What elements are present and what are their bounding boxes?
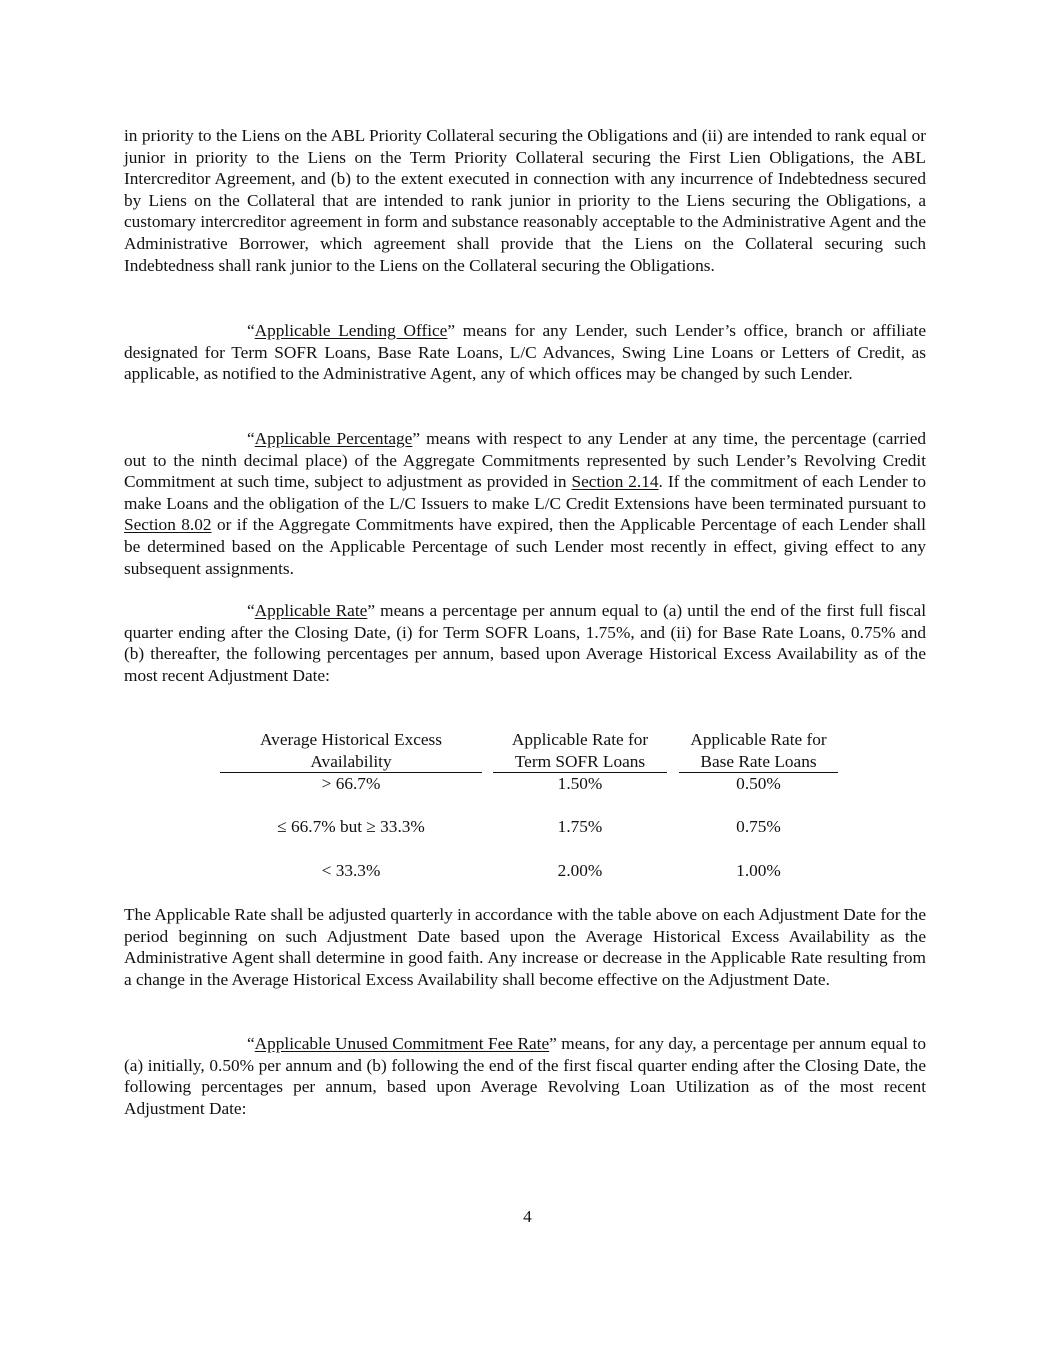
header-line: Base Rate Loans xyxy=(679,751,838,774)
table-cell: < 33.3% xyxy=(321,861,381,880)
table-cell: 0.75% xyxy=(736,817,781,836)
definition-text: ” means with respect to any Lender at any time, the percentage (carried out to the ninth decimal place) of the Aggregate Commitments represented by such Lender’s Revolving Credit Commitment at such time, subject to adjustment as provided in xyxy=(124,429,927,492)
paragraph-intercreditor: in priority to the Liens on the ABL Priority Collateral securing the Obligations and (ii) are intended to rank equal or junior in priority to the Liens on the Term Priority Collateral securing the First Lien Obligations, the ABL Intercreditor Agreement, and (b) to the extent executed in connection with any incurrence of Indebtedness secured by Liens on the Collateral that are intended to rank junior in priority to the Liens securing the Obligations, a customary intercreditor agreement in form and substance reasonably acceptable to the Administrative Agent and the Administrative Borrower, which agreement shall provide that the Liens on the Collateral securing such Indebtedness shall rank junior to the Liens on the Collateral securing the Obligations. xyxy=(124,126,926,275)
definition-applicable-unused-commitment-fee-rate xyxy=(124,1033,926,1119)
definition-text: or if the Aggregate Commitments have expired, then the Applicable Percentage of each Lender shall be determined based on the Applicable Percentage of such Lender most recently in effect, giving effect to any subsequent assignments. xyxy=(124,515,926,578)
header-line: Availability xyxy=(220,751,482,774)
open-quote: “ xyxy=(247,429,255,448)
section-reference: Section 2.14 xyxy=(571,472,659,492)
column-header-term-sofr xyxy=(493,729,667,773)
definition-applicable-lending-office xyxy=(124,320,926,385)
column-header-excess-availability xyxy=(220,729,482,773)
table-cell: 1.00% xyxy=(736,861,781,880)
open-quote: “ xyxy=(247,1034,255,1053)
paragraph-rate-adjustment: The Applicable Rate shall be adjusted quarterly in accordance with the table above on each Adjustment Date for the period beginning on such Adjustment Date based upon the Average Historical Excess Availability as the Administrative Agent shall determine in good faith. Any increase or decrease in the Applicable Rate resulting from a change in the Average Historical Excess Availability shall become effective on the Adjustment Date. xyxy=(124,905,926,989)
defined-term: Applicable Unused Commitment Fee Rate xyxy=(254,1034,550,1053)
definition-text: . If the commitment of each Lender to make Loans and the obligation of the L/C Issuers to make L/C Credit Extensions have been terminated pursuant to xyxy=(124,472,926,513)
definition-text: ” means a percentage per annum equal to (a) until the end of the first full fiscal quarter ending after the Closing Date, (i) for Term SOFR Loans, 1.75%, and (ii) for Base Rate Loans, 0.75% and (b) thereafter, the following percentages per annum, based upon Average Historical Excess Availability as of the most recent Adjustment Date: xyxy=(124,601,926,685)
table-cell: 1.50% xyxy=(557,774,603,793)
defined-term: Applicable Lending Office xyxy=(254,321,448,340)
table-cell: 2.00% xyxy=(557,861,603,880)
defined-term: Applicable Rate xyxy=(254,601,368,620)
header-line: Applicable Rate for xyxy=(511,730,649,749)
table-cell: ≤ 66.7% but ≥ 33.3% xyxy=(277,817,425,836)
section-reference: Section 8.02 xyxy=(124,515,212,535)
table-cell: > 66.7% xyxy=(321,774,381,793)
definition-text: ” means for any Lender, such Lender’s office, branch or affiliate designated for Term SOFR Loans, Base Rate Loans, L/C Advances, Swing Line Loans or Letters of Credit, as applicable, as notified to the Administrative Agent, any of which offices may be changed by such Lender. xyxy=(124,321,926,384)
open-quote: “ xyxy=(247,601,255,620)
header-line: Term SOFR Loans xyxy=(493,751,667,774)
header-line: Average Historical Excess xyxy=(259,730,443,749)
defined-term: Applicable Percentage xyxy=(254,429,413,448)
table-cell: 1.75% xyxy=(557,817,603,836)
definition-applicable-rate xyxy=(124,600,926,686)
table-cell: 0.50% xyxy=(736,774,781,793)
definition-text: ” means, for any day, a percentage per annum equal to (a) initially, 0.50% per annum and (b) following the end of the first fiscal quarter ending after the Closing Date, the following percentages per annum, based upon Average Revolving Loan Utilization as of the most recent Adjustment Date: xyxy=(124,1034,926,1118)
page-number: 4 xyxy=(523,1207,532,1226)
definition-applicable-percentage xyxy=(124,428,926,579)
column-header-base-rate xyxy=(679,729,838,773)
open-quote: “ xyxy=(247,321,255,340)
header-line: Applicable Rate for xyxy=(690,730,827,749)
